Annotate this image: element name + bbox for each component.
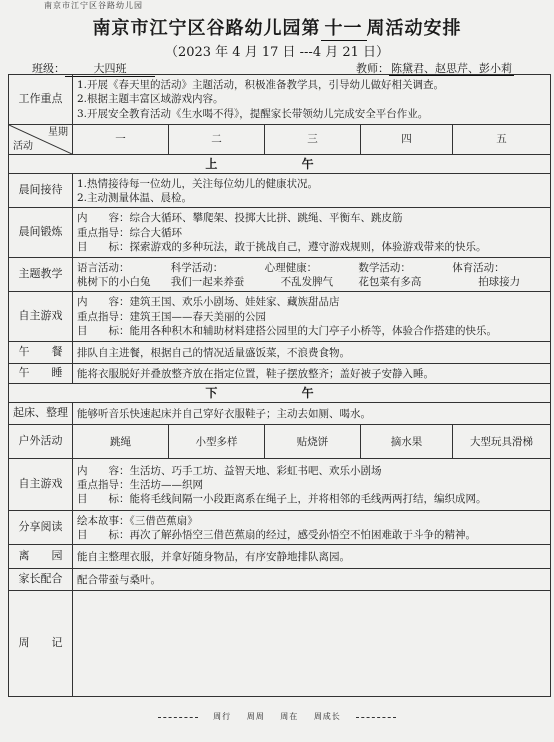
footer — [0, 711, 554, 722]
weekly-notes-label: 周 记 — [9, 591, 73, 697]
weekday-header-bottom: 活动 — [13, 140, 33, 152]
class-label: 班级： — [32, 62, 65, 75]
wakeup-label: 起床、整理 — [9, 403, 73, 425]
free-play-pm-focus-line: 重点指导：生活坊——织网 — [77, 478, 203, 491]
row-parents — [9, 569, 551, 591]
outdoor-mon: 跳绳 — [73, 425, 169, 459]
weekday-tue: 二 — [169, 125, 265, 155]
week-number: 十一 — [321, 14, 367, 41]
morning-reception-content — [73, 174, 551, 208]
title-prefix: 南京市江宁区谷路幼儿园第 — [92, 18, 321, 39]
work-focus-content — [73, 75, 551, 125]
theme-item-science: 科学活动： 我们一起来养蚕 — [170, 261, 245, 288]
free-play-am-goal-line: 目 标：能用各种积木和辅助材料建搭公园里的大门亭子小桥等，体验合作搭建的快乐。 — [77, 324, 497, 337]
free-play-pm-label: 自主游戏 — [9, 459, 73, 511]
footer-item: 周在 — [280, 712, 299, 721]
row-nap — [9, 364, 551, 384]
lunch-content: 排队自主进餐，根据自己的情况适量盛饭菜，不浪费食物。 — [73, 342, 551, 364]
theme-teaching-label: 主题教学 — [9, 258, 73, 292]
outdoor-wed: 贴烧饼 — [265, 425, 361, 459]
leave-content: 能自主整理衣服，并拿好随身物品，有序安静地排队离园。 — [73, 545, 551, 569]
title-suffix: 周活动安排 — [366, 18, 462, 39]
outdoor-thu: 摘水果 — [361, 425, 453, 459]
row-wakeup — [9, 403, 551, 425]
footer-item: 周行 — [213, 712, 232, 721]
work-focus-item: 3.开展安全教育活动《生水喝不得》，提醒家长带领幼儿完成安全平台作业。 — [77, 107, 429, 120]
outdoor-tue: 小型多样 — [169, 425, 265, 459]
weekday-thu: 四 — [361, 125, 453, 155]
weekly-notes-content — [73, 591, 551, 697]
work-focus-item: 1.开展《春天里的活动》主题活动，积极准备教学具，引导幼儿做好相关调查。 — [77, 79, 445, 92]
theme-item-language: 语言活动： 桃树下的小白兔 — [77, 261, 151, 288]
theme-item-pe: 体育活动： 拍球接力 — [452, 261, 521, 288]
weekday-fri: 五 — [453, 125, 551, 155]
row-morning-reception — [9, 174, 551, 208]
morning-exercise-content — [73, 208, 551, 258]
free-play-am-focus-line: 重点指导：建筑王国——春天美丽的公园 — [77, 310, 266, 323]
row-outdoor — [9, 425, 551, 459]
outdoor-fri: 大型玩具滑梯 — [453, 425, 551, 459]
wakeup-content: 能够听音乐快速起床并自己穿好衣服鞋子；主动去如厕、喝水。 — [73, 403, 551, 425]
row-morning-exercise — [9, 208, 551, 258]
row-lunch — [9, 342, 551, 364]
morning-reception-label: 晨间接待 — [9, 174, 73, 208]
footer-item: 周成长 — [313, 712, 341, 721]
schedule-table — [8, 74, 551, 697]
row-am-section — [9, 155, 551, 174]
work-focus-label: 工作重点 — [9, 75, 73, 125]
reading-content — [73, 511, 551, 545]
parents-content: 配合带蚕与桑叶。 — [73, 569, 551, 591]
row-weekly-notes — [9, 591, 551, 697]
footer-item: 周周 — [246, 712, 265, 721]
row-free-play-am — [9, 292, 551, 342]
weekday-mon: 一 — [73, 125, 169, 155]
outdoor-label: 户外活动 — [9, 425, 73, 459]
row-reading — [9, 511, 551, 545]
free-play-am-content — [73, 292, 551, 342]
page-title — [0, 14, 554, 41]
weekday-header-top: 星期 — [48, 127, 68, 138]
theme-item-psychology: 心理健康： 不乱发脾气 — [264, 261, 334, 288]
class-name: 大四班 — [65, 60, 155, 77]
row-weekdays — [9, 125, 551, 155]
free-play-am-content-line: 内 容：建筑王国、欢乐小剧场、娃娃家、藏族甜品店 — [77, 296, 340, 309]
row-work-focus — [9, 75, 551, 125]
nap-label: 午 睡 — [9, 364, 73, 384]
pm-section-label: 下 午 — [9, 384, 551, 403]
exercise-goal-line: 目 标：探索游戏的多种玩法，敢于挑战自己，遵守游戏规则，体验游戏带来的快乐。 — [77, 240, 487, 253]
morning-exercise-label: 晨间锻炼 — [9, 208, 73, 258]
reading-story-line: 绘本故事：《三借芭蕉扇》 — [77, 514, 198, 527]
reading-label: 分享阅读 — [9, 511, 73, 545]
teacher-names: 陈黛君、赵思芹、彭小莉 — [391, 62, 512, 75]
row-theme-teaching — [9, 258, 551, 292]
work-focus-item: 2.根据主题丰富区域游戏内容。 — [77, 93, 224, 106]
theme-item-math: 数学活动： 花包菜有多高 — [358, 261, 422, 288]
teacher-label: 教师： — [356, 62, 389, 75]
free-play-pm-content — [73, 459, 551, 511]
reception-item: 2.主动测量体温、晨检。 — [77, 191, 193, 204]
weekday-wed: 三 — [265, 125, 361, 155]
row-free-play-pm — [9, 459, 551, 511]
nap-content: 能将衣服脱好并叠放整齐放在指定位置，鞋子摆放整齐；盖好被子安静入睡。 — [73, 364, 551, 384]
leave-label: 离 园 — [9, 545, 73, 569]
am-section-label: 上 午 — [9, 155, 551, 174]
free-play-pm-goal-line: 目 标：能将毛线间隔一小段距离系在绳子上，并将相邻的毛线两两打结，编织成网。 — [77, 492, 487, 505]
theme-teaching-content — [73, 258, 551, 292]
reading-goal-line: 目 标：再次了解孙悟空三借芭蕉扇的经过，感受孙悟空不怕困难敢于斗争的精神。 — [77, 528, 476, 541]
free-play-am-label: 自主游戏 — [9, 292, 73, 342]
row-leave — [9, 545, 551, 569]
top-note: 南京市江宁区谷路幼儿园 — [44, 1, 143, 10]
weekday-diagonal-header — [9, 125, 73, 155]
exercise-content-line: 内 容：综合大循环、攀爬架、投掷大比拼、跳绳、平衡车、跳皮筋 — [77, 212, 403, 225]
free-play-pm-content-line: 内 容：生活坊、巧手工坊、益智天地、彩虹书吧、欢乐小剧场 — [77, 464, 382, 477]
reception-item: 1.热情接待每一位幼儿，关注每位幼儿的健康状况。 — [77, 177, 319, 190]
parents-label: 家长配合 — [9, 569, 73, 591]
date-range: （2023 年 4 月 17 日 ---4 月 21 日） — [164, 45, 390, 60]
lunch-label: 午 餐 — [9, 342, 73, 364]
exercise-focus-line: 重点指导：综合大循环 — [77, 226, 182, 239]
row-pm-section — [9, 384, 551, 403]
